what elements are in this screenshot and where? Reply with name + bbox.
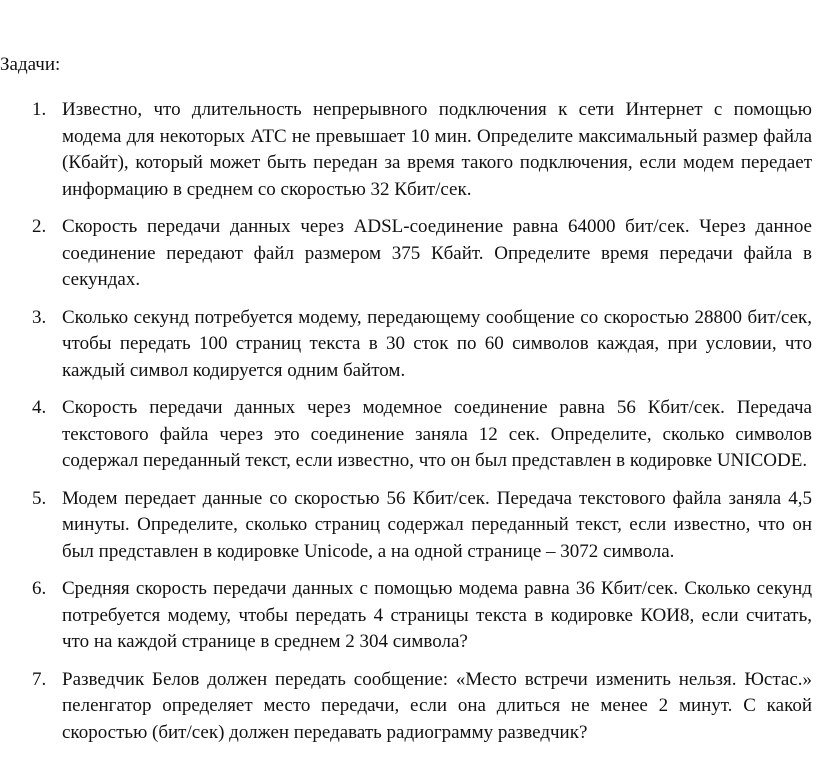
task-text: Модем передает данные со скоростью 56 Кбит/сек. Передача текстового файла заняла 4,5 минуты. Определите, сколько страниц содержал переданный текст, если известно, что он был представлен в кодировке Unicode, а на одной странице – 3072 символа. [62, 487, 812, 562]
task-number: 2. [32, 216, 47, 237]
task-item-7 [0, 667, 816, 747]
task-item-2 [0, 214, 816, 294]
task-number: 5. [32, 487, 47, 509]
task-number: 6. [32, 578, 47, 599]
task-item-5 [0, 486, 816, 566]
task-item-1 [0, 97, 816, 203]
task-text: Известно, что длительность непрерывного подключения к сети Интернет с помощью модема для некоторых АТС не превышает 10 мин. Определите максимальный размер файла (Кбайт), который может быть передан за время такого подключения, если модем передает информацию в среднем со скоростью 32 Кбит/сек. [62, 99, 812, 200]
task-item-4 [0, 395, 816, 475]
task-text: Средняя скорость передачи данных с помощью модема равна 36 Кбит/сек. Сколько секунд потребуется модему, чтобы передать 4 страницы текста в кодировке КОИ8, если считать, что на каждой странице в среднем 2 304 символа? [62, 578, 812, 652]
task-number: 7. [32, 668, 47, 690]
task-item-6 [0, 576, 816, 656]
task-number: 1. [32, 99, 47, 120]
task-item-3 [0, 305, 816, 385]
task-text: Разведчик Белов должен передать сообщение: «Место встречи изменить нельзя. Юстас.» пеленгатор определяет место передачи, если она длиться не менее 2 минут. С какой скоростью (бит/сек) должен передавать радиограмму разведчик? [62, 668, 812, 743]
task-number: 3. [32, 306, 47, 328]
heading: Задачи: [0, 54, 61, 75]
task-text: Скорость передачи данных через модемное соединение равна 56 Кбит/сек. Передача текстового файла через это соединение заняла 12 сек. Определите, сколько символов содержал переданный текст, если известно, что он был представлен в кодировке UNICODE. [62, 397, 812, 471]
task-list [0, 97, 816, 757]
task-text: Сколько секунд потребуется модему, передающему сообщение со скоростью 28800 бит/сек, чтобы передать 100 страниц текста в 30 сток по 60 символов каждая, при условии, что каждый символ кодируется одним байтом. [62, 306, 812, 381]
task-number: 4. [32, 397, 47, 418]
task-text: Скорость передачи данных через ADSL-соединение равна 64000 бит/сек. Через данное соединение передают файл размером 375 Кбайт. Определите время передачи файла в секундах. [62, 216, 812, 290]
